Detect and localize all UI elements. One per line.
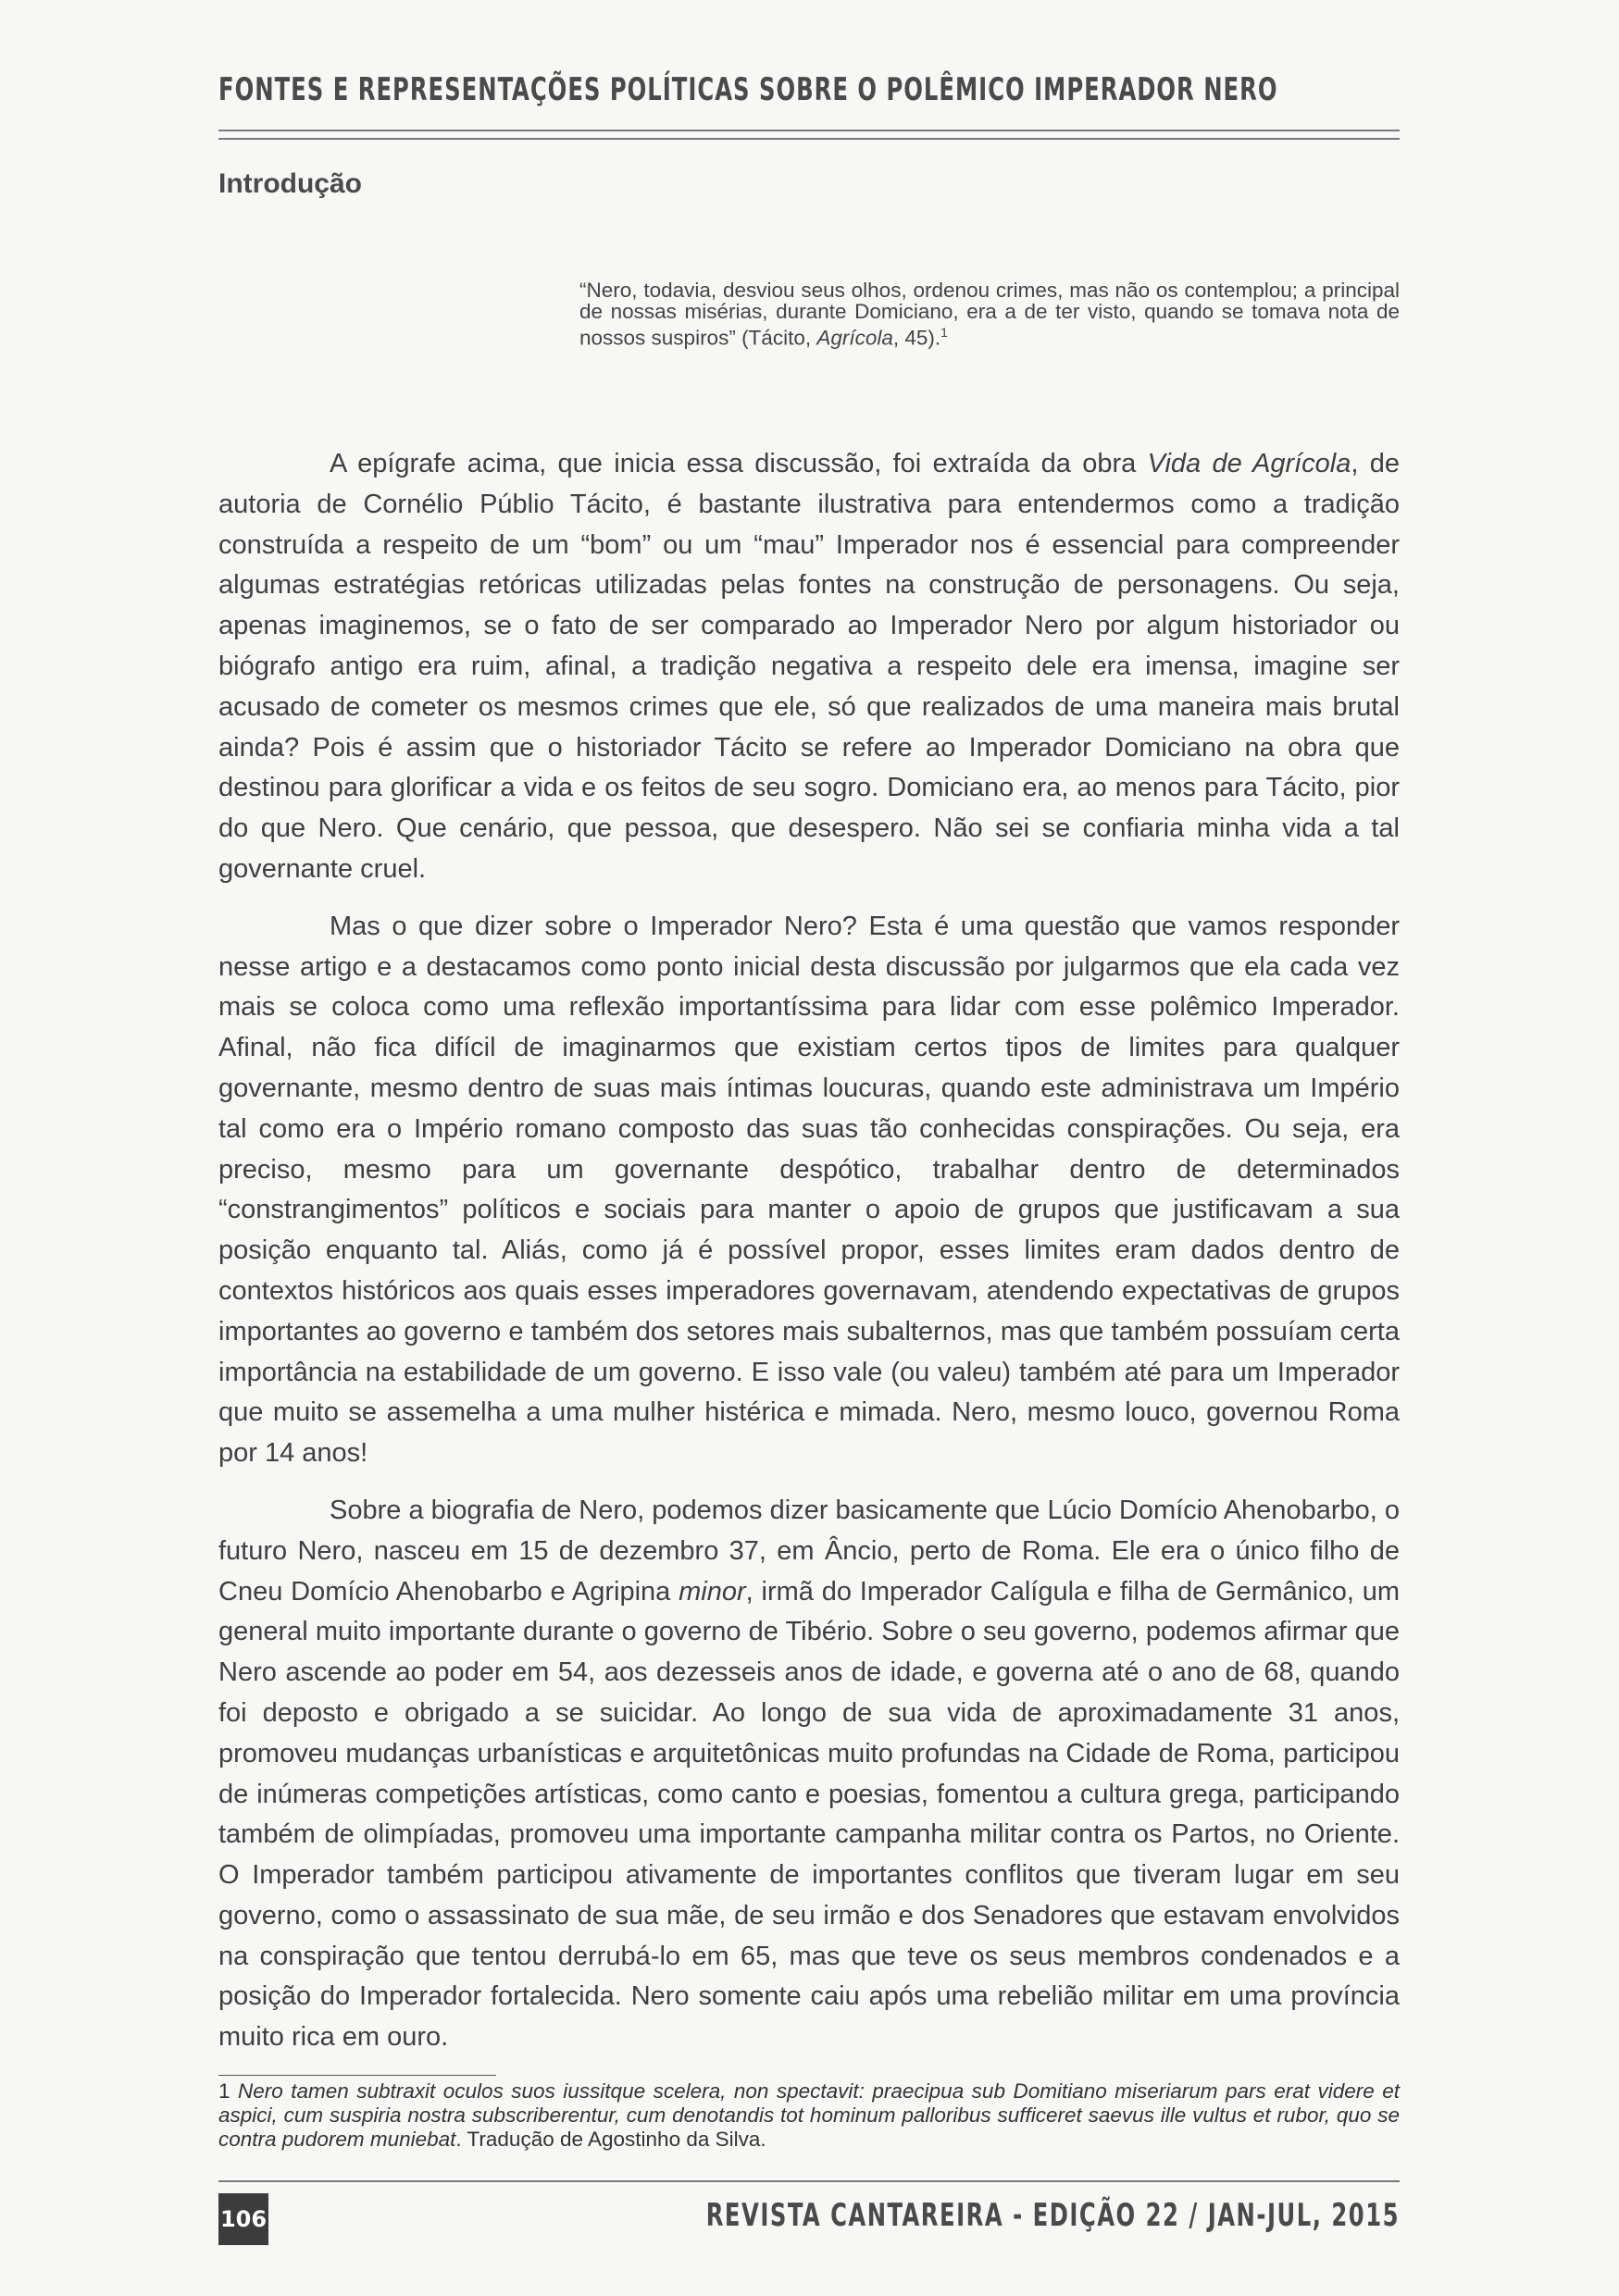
section-title: Introdução bbox=[218, 168, 362, 199]
running-header: FONTES E REPRESENTAÇÕES POLÍTICAS SOBRE O POLÊMICO IMPERADOR NERO bbox=[218, 72, 1278, 108]
footnote-rule bbox=[218, 2075, 496, 2076]
footnote-translation: . Tradução de Agostinho da Silva. bbox=[455, 2128, 766, 2151]
journal-info: REVISTA CANTAREIRA - EDIÇÃO 22 / JAN-JUL, 2015 bbox=[705, 2198, 1400, 2234]
footer-rule bbox=[218, 2180, 1400, 2182]
page-number: 106 bbox=[218, 2193, 268, 2245]
paragraph-3 bbox=[218, 1491, 1400, 2058]
epigraph bbox=[579, 279, 1400, 349]
epigraph-quote: “Nero, todavia, desviou seus olhos, ordenou crimes, mas não os contemplou; a principal de nossas misérias, durante Domiciano, era a de ter visto, quando se tomava nota de nossos suspiros” (Tácito, bbox=[579, 279, 1400, 350]
footnote-number: 1 bbox=[218, 2079, 230, 2103]
work-title: Vida de Agrícola bbox=[1147, 449, 1351, 478]
header-rule-secondary bbox=[218, 138, 1400, 140]
body-text bbox=[218, 444, 1400, 2075]
footnote bbox=[218, 2079, 1400, 2152]
paragraph-2: Mas o que dizer sobre o Imperador Nero? Esta é uma questão que vamos responder nesse artigo e a destacamos como ponto inicial desta discussão por julgarmos que ela cada vez mais se coloca como uma reflexão importantíssima para lidar com esse polêmico Imperador. Afinal, não fica difícil de imaginarmos que existiam certos tipos de limites para qualquer governante, mesmo dentro de suas mais íntimas loucuras, quando este administrava um Império tal como era o Império romano composto das suas tão conhecidas conspirações. Ou seja, era preciso, mesmo para um governante despótico, trabalhar dentro de determinados “constrangimentos” políticos e sociais para manter o apoio de grupos que justificavam a sua posição enquanto tal. Aliás, como já é possível propor, esses limites eram dados dentro de contextos históricos aos quais esses imperadores governavam, atendendo expectativas de grupos importantes ao governo e também dos setores mais subalternos, mas que também possuíam certa importância na estabilidade de um governo. E isso vale (ou valeu) também até para um Imperador que muito se assemelha a uma mulher histérica e mimada. Nero, mesmo louco, governou Roma por 14 anos! bbox=[218, 911, 1400, 1469]
paragraph-3-start: Sobre a biografia de Nero, podemos dizer basicamente que Lúcio Domício Ahenobarbo, o futuro Nero, nasceu em 15 de dezembro 37, em Âncio, perto de Roma. Ele era o único filho de Cneu Domício Ahenobarbo e Agripina bbox=[218, 1495, 1400, 1607]
epigraph-ref: , 45). bbox=[892, 326, 941, 350]
epigraph-work: Agrícola bbox=[816, 326, 893, 350]
header-rule bbox=[218, 130, 1400, 131]
paragraph-1 bbox=[218, 444, 1400, 890]
footnote-marker[interactable]: 1 bbox=[940, 325, 948, 340]
paragraph-1-start: A epígrafe acima, que inicia essa discussão, foi extraída da obra bbox=[330, 449, 1148, 478]
paragraph-3-rest: , irmã do Imperador Calígula e filha de Germânico, um general muito importante durante o governo de Tibério. Sobre o seu governo, podemos afirmar que Nero ascende ao poder em 54, aos dezesseis anos de idade, e governa até o ano de 68, quando foi deposto e obrigado a se suicidar. Ao longo de sua vida de aproximadamente 31 anos, promoveu mudanças urbanísticas e arquitetônicas muito profundas na Cidade de Roma, participou de inúmeras competições artísticas, como canto e poesias, fomentou a cultura grega, participando também de olimpíadas, promoveu uma importante campanha militar contra os Partos, no Oriente. O Imperador também participou ativamente de importantes conflitos que tiveram lugar em seu governo, como o assassinato de sua mãe, de seu irmão e dos Senadores que estavam envolvidos na conspiração que tentou derrubá-lo em 65, mas que teve os seus membros condenados e a posição do Imperador fortalecida. Nero somente caiu após uma rebelião militar em uma província muito rica em ouro. bbox=[218, 1576, 1401, 2053]
footnote-latin-text: Nero tamen subtraxit oculos suos iussitque scelera, non spectavit: praecipua sub Domitiano miseriarum pars erat videre et aspici, cum suspiria nostra subscriberentur, cum denotandis tot hominum palloribus sufficeret saevus ille vultus et rubor, quo se contra pudorem muniebat bbox=[218, 2079, 1400, 2151]
latin-term: minor bbox=[679, 1576, 746, 1607]
paragraph-1-rest: , de autoria de Cornélio Públio Tácito, é bastante ilustrativa para entendermos como a tradição construída a respeito de um “bom” ou um “mau” Imperador nos é essencial para compreender algumas estratégias retóricas utilizadas pelas fontes na construção de personagens. Ou seja, apenas imaginemos, se o fato de ser comparado ao Imperador Nero por algum historiador ou biógrafo antigo era ruim, afinal, a tradição negativa a respeito dele era imensa, imagine ser acusado de cometer os mesmos crimes que ele, só que realizados de uma maneira mais brutal ainda? Pois é assim que o historiador Tácito se refere ao Imperador Domiciano na obra que destinou para glorificar a vida e os feitos de seu sogro. Domiciano era, ao menos para Tácito, pior do que Nero. Que cenário, que pessoa, que desespero. Não sei se confiaria minha vida a tal governante cruel. bbox=[218, 449, 1401, 884]
